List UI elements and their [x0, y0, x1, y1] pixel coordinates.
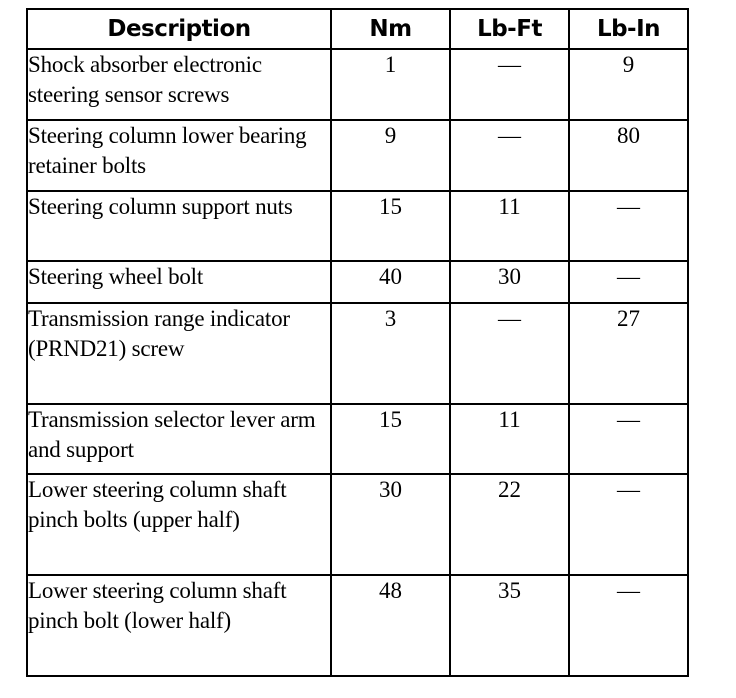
table-row — [27, 191, 688, 261]
description-cell: Shock absorber electronic steering sensor screws — [27, 49, 331, 120]
table-row — [27, 120, 688, 191]
lb-in-cell: — — [569, 404, 688, 474]
lb-ft-cell: 11 — [450, 404, 569, 474]
nm-cell: 30 — [331, 474, 450, 575]
lb-in-cell: 27 — [569, 303, 688, 404]
table-row — [27, 575, 688, 676]
header-nm: Nm — [331, 9, 450, 49]
table-row — [27, 404, 688, 474]
lb-ft-cell: — — [450, 303, 569, 404]
torque-spec-table — [26, 8, 689, 677]
lb-in-cell: 9 — [569, 49, 688, 120]
lb-ft-cell: 22 — [450, 474, 569, 575]
description-cell: Steering column support nuts — [27, 191, 331, 261]
lb-ft-cell: 35 — [450, 575, 569, 676]
table-row — [27, 303, 688, 404]
lb-ft-cell: 11 — [450, 191, 569, 261]
description-cell: Lower steering column shaft pinch bolts (upper half) — [27, 474, 331, 575]
lb-in-cell: — — [569, 575, 688, 676]
table-row — [27, 261, 688, 303]
nm-cell: 9 — [331, 120, 450, 191]
lb-ft-cell: — — [450, 120, 569, 191]
nm-cell: 3 — [331, 303, 450, 404]
lb-in-cell: 80 — [569, 120, 688, 191]
nm-cell: 1 — [331, 49, 450, 120]
lb-ft-cell: 30 — [450, 261, 569, 303]
nm-cell: 48 — [331, 575, 450, 676]
lb-ft-cell: — — [450, 49, 569, 120]
lb-in-cell: — — [569, 191, 688, 261]
lb-in-cell: — — [569, 261, 688, 303]
header-lb-in: Lb-In — [569, 9, 688, 49]
table-header-row — [27, 9, 688, 49]
description-cell: Transmission selector lever arm and support — [27, 404, 331, 474]
description-cell: Lower steering column shaft pinch bolt (lower half) — [27, 575, 331, 676]
nm-cell: 15 — [331, 191, 450, 261]
table-row — [27, 474, 688, 575]
description-cell: Transmission range indicator (PRND21) screw — [27, 303, 331, 404]
description-cell: Steering wheel bolt — [27, 261, 331, 303]
lb-in-cell: — — [569, 474, 688, 575]
nm-cell: 15 — [331, 404, 450, 474]
description-cell: Steering column lower bearing retainer bolts — [27, 120, 331, 191]
table-row — [27, 49, 688, 120]
header-description: Description — [27, 9, 331, 49]
nm-cell: 40 — [331, 261, 450, 303]
header-lb-ft: Lb-Ft — [450, 9, 569, 49]
